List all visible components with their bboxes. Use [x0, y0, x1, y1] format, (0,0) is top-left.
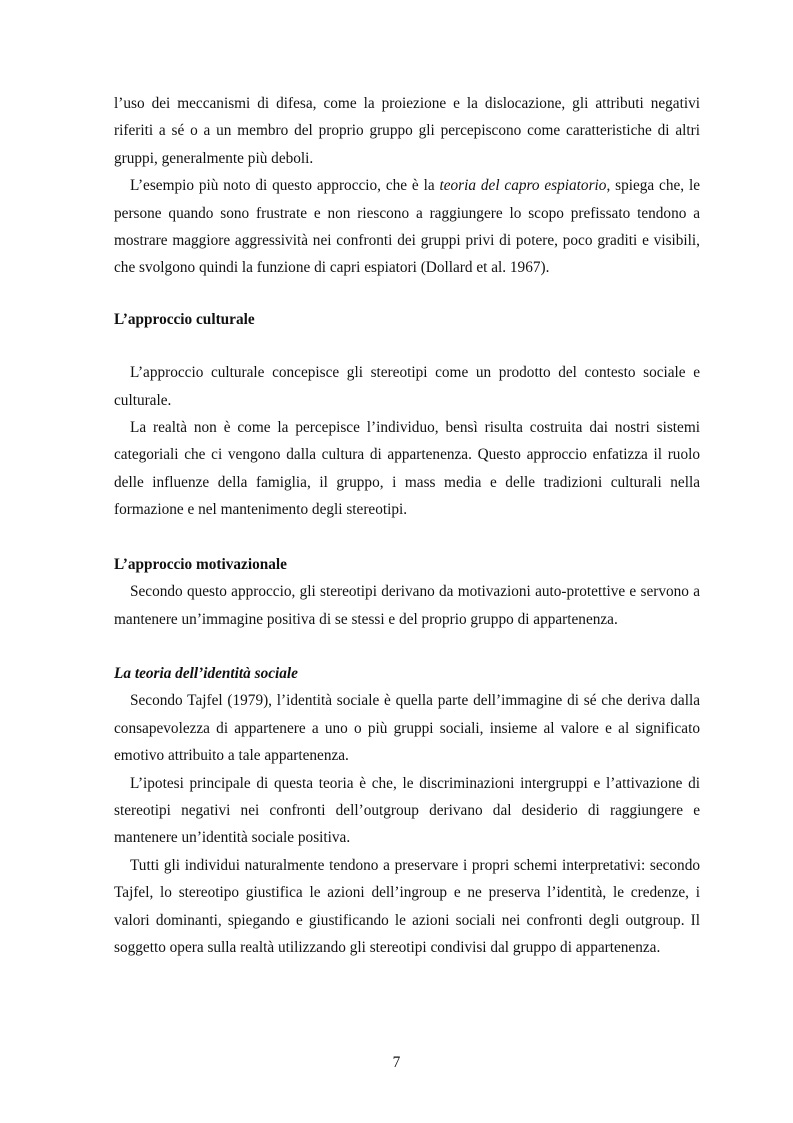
- paragraph-culturale-1: L’approccio culturale concepisce gli stereotipi come un prodotto del contesto sociale e culturale.: [114, 364, 700, 409]
- subheading-identita-sociale: La teoria dell’identità sociale: [114, 664, 298, 682]
- spacer: [114, 524, 700, 551]
- paragraph-tajfel: Secondo Tajfel (1979), l’identità sociale è quella parte dell’immagine di sé che deriva dalla consapevolezza di appartenere a uno o più gruppi sociali, insieme al valore e al significato emotivo attribuito a tale appartenenza.: [114, 692, 700, 765]
- paragraph-motivazionale: Secondo questo approccio, gli stereotipi derivano da motivazioni auto-protettive e servono a mantenere un’immagine positiva di se stessi e del proprio gruppo di appartenenza.: [114, 583, 700, 628]
- paragraph-capro-espiatorio: [114, 172, 700, 282]
- page-body: [114, 90, 700, 961]
- paragraph-capro-italic: teoria del capro espiatorio: [439, 177, 607, 195]
- paragraph-capro-text-b: , spiega che, le persone quando sono frustrate e non riescono a raggiungere lo scopo prefissato tendono a mostrare maggiore aggressività nei confronti dei gruppi privi di potere, poco graditi e visibili, che svolgono quindi la funzione di capri espiatori (Dollard et al. 1967).: [114, 177, 700, 277]
- heading-approccio-culturale: L’approccio culturale: [114, 310, 255, 328]
- page-number: 7: [392, 1054, 401, 1071]
- heading-approccio-motivazionale: L’approccio motivazionale: [114, 555, 287, 573]
- spacer: [114, 633, 700, 660]
- spacer: [114, 282, 700, 306]
- spacer: [114, 333, 700, 359]
- paragraph-ipotesi: L’ipotesi principale di questa teoria è che, le discriminazioni intergruppi e l’attivazione di stereotipi negativi nei confronti dell’outgroup derivano dal desiderio di raggiungere e mantenere un’identità sociale positiva.: [114, 774, 700, 847]
- paragraph-individui: Tutti gli individui naturalmente tendono a preservare i propri schemi interpretativi: secondo Tajfel, lo stereotipo giustifica le azioni dell’ingroup e ne preserva l’identità, le credenze, i valori dominanti, spiegando e giustificando le azioni sociali nei confronti degli outgroup. Il soggetto opera sulla realtà utilizzando gli stereotipi condivisi dal gruppo di appartenenza.: [114, 856, 700, 956]
- paragraph-capro-text-a: L’esempio più noto di questo approccio, che è la: [130, 177, 440, 195]
- paragraph-culturale-2: La realtà non è come la percepisce l’individuo, bensì risulta costruita dai nostri sistemi categoriali che ci vengono dalla cultura di appartenenza. Questo approccio enfatizza il ruolo delle influenze della famiglia, il gruppo, i mass media e delle tradizioni culturali nella formazione e nel mantenimento degli stereotipi.: [114, 419, 700, 519]
- paragraph-difesa: l’uso dei meccanismi di difesa, come la proiezione e la dislocazione, gli attributi negativi riferiti a sé o a un membro del proprio gruppo gli percepiscono come caratteristiche di altri gruppi, generalmente più deboli.: [114, 95, 700, 167]
